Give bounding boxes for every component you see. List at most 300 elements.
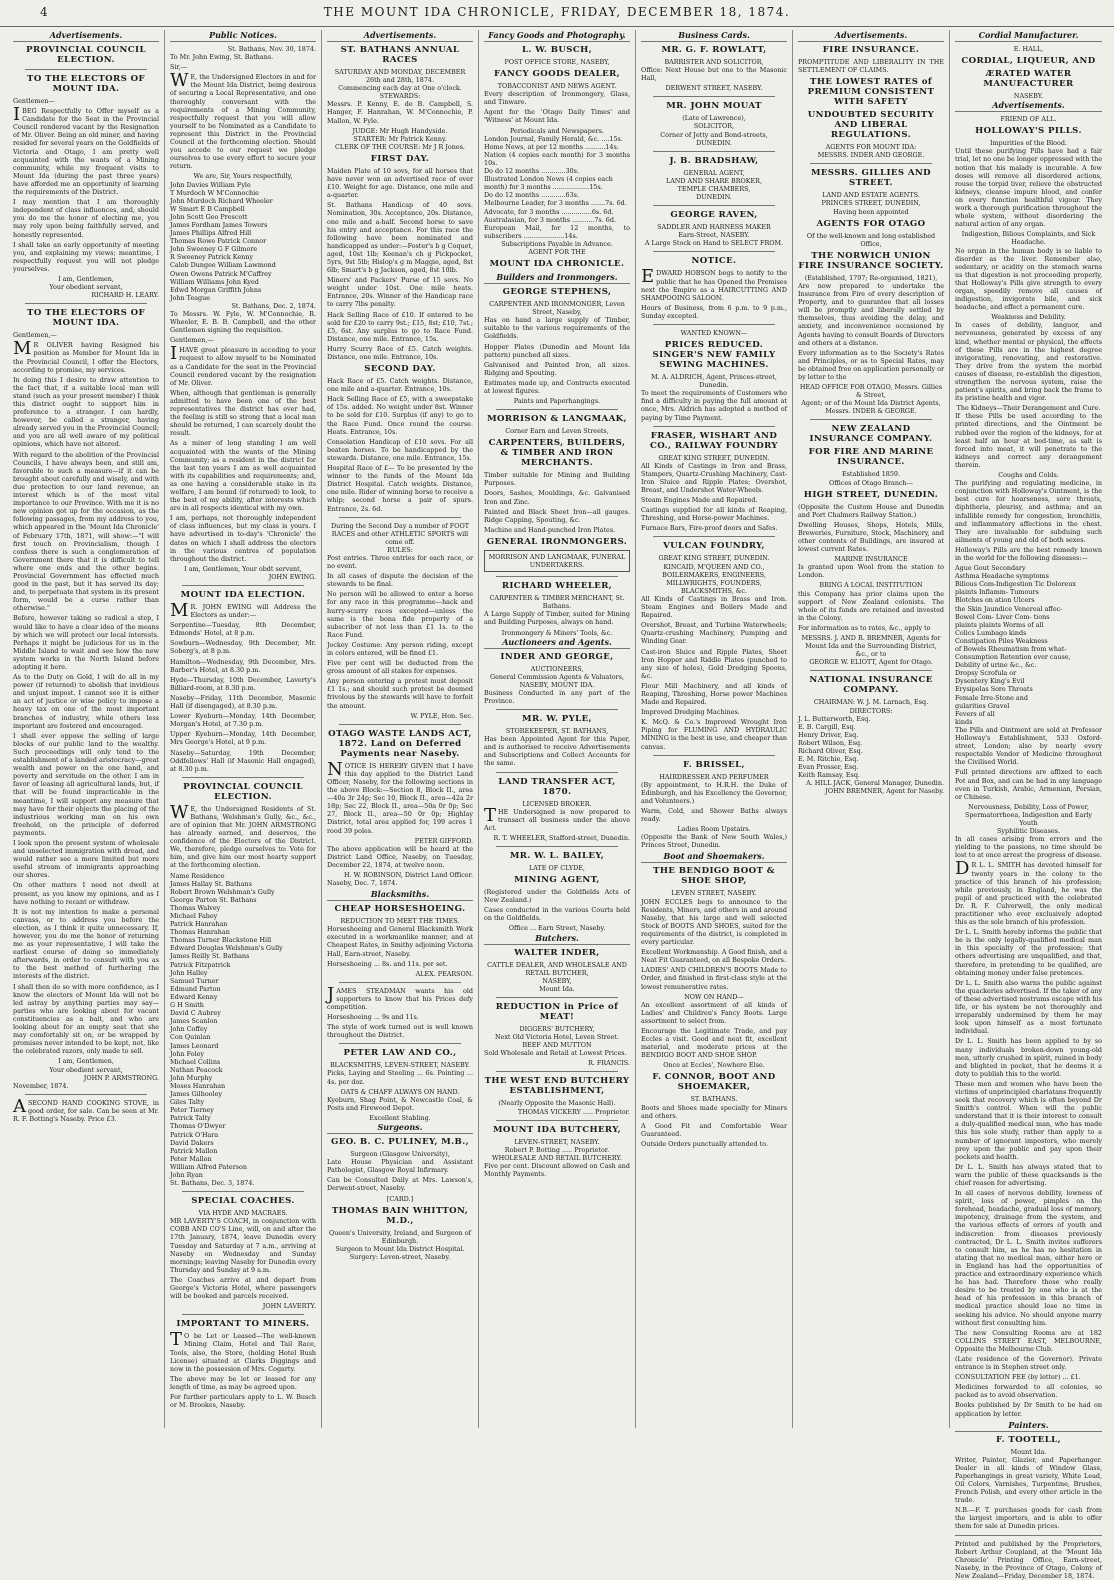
ad-text: N.B.—F. T. purchases goods for cash from the largest importers, and is able to offer them for sale at Dunedin prices. bbox=[955, 1506, 1102, 1531]
ad-text: The Pills and Ointment are sold at Professor Holloway's Establishment, 533 Oxford-street, London; also by nearly every respectable Vendor of Medicine throughout the Civilised World. bbox=[955, 725, 1102, 767]
column-divider-rule bbox=[339, 1043, 461, 1044]
ad-centered-line: CARPENTER AND IRONMONGER, Leven Street, Naseby, bbox=[489, 300, 625, 317]
ad-text: The above application will be heard at the District Land Office, Naseby, on Tuesday, December 22, 1874, at twelve noon. bbox=[327, 844, 473, 869]
ad-centered-line: NOW ON HAND— bbox=[684, 992, 744, 1001]
ad-centered-line: LATE OF CLYDE, bbox=[529, 864, 585, 872]
ad-text: These men and women who have been the victims of unprincipled charlatans frequently seek that recovery which is often beyond Dr Smith's control. When will the public understand that it is their interest to consult a duly-qualified medical man, who has made this his sole study, rather than apply to a number of ignorant impostors, who merely prey upon the public and pay upon their pockets and health. bbox=[955, 1079, 1102, 1161]
ad-text: Cast-iron Sluice and Ripple Plates, Sheet Iron Hopper and Riddle Plates (punched to any size of holes), Gold Dredging Spoons, &c. bbox=[641, 647, 787, 680]
ad-signature: THOMAS VICKERY ..... Proprietor. bbox=[517, 1107, 630, 1116]
ad-text: I look upon the present system of wholesale and unselected immigration with dread, and would rather see a more limited but more useful stream of immigrants approaching our shores. bbox=[13, 838, 159, 880]
ad-centered-line: During the Second Day a number of FOOT RACES and other ATHLETIC SPORTS will come off. bbox=[331, 521, 469, 546]
ad-heading: LAND TRANSFER ACT, 1870. bbox=[498, 776, 616, 797]
ad-centered-line: Agent; or of the Mount Ida District Agents, Messrs. INDER & GEORGE. bbox=[801, 399, 941, 416]
column-divider-rule bbox=[653, 536, 775, 537]
ad-heading: SECOND DAY. bbox=[364, 364, 436, 375]
ad-text: Gentlemen,— bbox=[13, 331, 57, 340]
ad-text: As a miner of long standing I am well acquainted with the wants of the Mining Community; as a resident in the district for the last ten years I am as well acquainted with its capabilities and requirements; and, as one having a considerable stake in its welfare, I am bound (if returned) to look, to the best of my ability, after interests which are in all respects identical with my own. bbox=[170, 439, 316, 513]
ad-centered-line: Ladies Room Upstairs. bbox=[677, 825, 751, 834]
ad-centered-line: RULES: bbox=[387, 545, 413, 554]
ad-centered-line: Periodicals and Newspapers. bbox=[510, 126, 604, 135]
ad-centered-line: LEVEN-STREET, NASEBY. bbox=[514, 1137, 600, 1146]
ad-centered-line: NASEBY, bbox=[542, 976, 572, 985]
ad-centered-line: GENERAL AGENT, bbox=[683, 168, 745, 177]
column-divider-rule bbox=[182, 777, 304, 778]
ad-signature: A. HILL JACK, General Manager, Dunedin. bbox=[806, 779, 944, 788]
column-divider-rule bbox=[25, 1094, 147, 1095]
ad-centered-line: Offices of Otago Branch— bbox=[828, 478, 914, 487]
ad-centered-line: DUNEDIN. bbox=[696, 193, 732, 202]
ad-text: For further particulars apply to L. W. Busch or M. Brookes, Naseby. bbox=[170, 1392, 316, 1410]
page-number: 4 bbox=[40, 5, 48, 19]
column-7 bbox=[950, 30, 1107, 1580]
ad-text: (Registered under the Goldfields Acts of New Zealand.) bbox=[484, 888, 630, 905]
ad-text: Horseshoeing ... 8s. and 11s. per set. bbox=[327, 959, 448, 968]
ad-text: Warm, Cold, and Shower Baths always ready. bbox=[641, 807, 787, 824]
ad-centered-line: General Commission Agents & Valuators, NASEBY, MOUNT IDA. bbox=[489, 672, 624, 689]
ad-text: I shall ever oppose the selling of large blocks of our public land to the wealthy. Such proceedings will only tend to the establishment of a landed aristocracy—great wealth and power on the one hand, and poverty and servitude on the other. I am in favor of leasing all agricultural lands, but, if that will be found impracticable in the meantime, I will support any measure that may have for their objects the placing of the industrious working man on his own freehold, on the principle of deferred payments. bbox=[13, 731, 159, 837]
ad-centered-line: E. HALL, bbox=[1013, 45, 1044, 53]
ad-heading: L. W. BUSCH, bbox=[521, 45, 593, 55]
ad-heading: THE LOWEST RATES of PREMIUM CONSISTENT WITH SAFETY bbox=[807, 77, 935, 108]
ad-centered-line: BOILERMAKERS, ENGINEERS, MILLWRIGHTS, FOUNDERS, BLACKSMITHS, &c. bbox=[662, 570, 766, 595]
column-divider-rule bbox=[339, 517, 461, 518]
ad-text: Castings supplied for all kinds of Reaping, Threshing, and Horse-power Machines. bbox=[641, 506, 787, 523]
ad-centered-line: DIGGERS' BUTCHERY, bbox=[519, 1024, 595, 1033]
ad-heading: CHEAP HORSESHOEING. bbox=[334, 904, 466, 915]
ad-text: Any person entering a protest must deposit £1 1s.; and should such protest be deemed frivolous by the stewards will have to forfeit the amount. bbox=[327, 677, 473, 710]
ad-centered-line: BLACKSMITHS, LEVEN-STREET, NASEBY. bbox=[329, 1061, 471, 1070]
section-heading: Surgeons. bbox=[327, 1122, 473, 1134]
ad-text: K. McQ. & Co.'s Improved Wrought Iron Piping for FLUMING AND HYDRAULIC MINING is the best in use, and cheaper than canvas. bbox=[641, 718, 787, 751]
ad-heading: THOMAS BAIN WHITTON, M.D., bbox=[331, 1205, 469, 1226]
column-divider-rule bbox=[653, 251, 775, 252]
ad-text: Full printed directions are affixed to each Pot and Box, and can be had in any language even in Turkish, Arabic, Armenian, Persian, or Chinese. bbox=[955, 768, 1102, 801]
ad-list: J. L. Butterworth, Esq. E. B. Cargill, Esq. Henry Driver, Esq. Robert Wilson, Esq. Richard Oliver, Esq. E. M. Ritchie, Esq. Evan Prosser, Esq. Keith Ramsay, Esq. bbox=[798, 714, 871, 780]
ad-centered-line: HAIRDRESSER AND PERFUMER bbox=[659, 772, 769, 781]
column-divider-rule bbox=[653, 426, 775, 427]
column-4 bbox=[479, 30, 636, 1428]
column-divider-rule bbox=[182, 1314, 304, 1315]
ad-heading: THE BENDIGO BOOT & SHOE SHOP, bbox=[653, 866, 775, 887]
ad-centered-line: CATTLE DEALER, AND WHOLESALE AND RETAIL BUTCHER, bbox=[487, 960, 627, 977]
ad-signature: St. Bathans, Nov. 30, 1874. bbox=[227, 45, 316, 53]
ad-centered-line: Mount Ida. bbox=[539, 984, 575, 993]
ad-centered-line: GREAT KING STREET, DUNEDIN. bbox=[658, 453, 770, 462]
column-divider-rule bbox=[810, 163, 932, 164]
ad-heading: MORRISON & LANGMAAK, bbox=[487, 414, 627, 425]
ad-text: LADIES' AND CHILDREN'S BOOTS Made to Order, and finished in first-class style at the lowest remunerative rates. bbox=[641, 966, 787, 991]
ad-centered-line: [CARD.] bbox=[386, 1194, 414, 1203]
ad-text: With regard to the abolition of the Provincial Councils, I have always been, and still am, favorable to such a measure—if it can be brought about carefully and wisely, and with due protection to our land revenue, an interest which is of the most vital importance to our Province. With me it is no new opinion got up for the occasion, as the following passages, from my address to you, which appeared in the 'Mount Ida Chronicle' of February 17th, 1871, will show:—"I will first touch on Provincialism, though I confess there is such a conglomeration of Government there that it is difficult to tell where one ends and the other begins. Provincial Government has effected much good in the past, but it has served its day; and, to perpetuate that system in its present form, would be a curse rather than otherwise." bbox=[13, 450, 159, 613]
column-divider-rule bbox=[496, 772, 618, 773]
ad-centered-line: Excellent Stabling. bbox=[369, 1113, 431, 1122]
ad-text: The Coaches arrive at and depart from George's Victoria Hotel, where passengers will be booked and parcels received. bbox=[170, 1275, 316, 1301]
ad-heading: J. B. BRADSHAW, bbox=[669, 155, 759, 166]
ad-text: To Messrs. W. Fyle, W. M'Connochie, R. Wheeler, E. B. B. Campbell, and the other Gentlemen signing the requisition. bbox=[170, 310, 316, 335]
ad-centered-line: (Established, 1797; Re-organised, 1821), bbox=[804, 273, 938, 282]
ad-text: Sold Wholesale and Retail at Lowest Prices. bbox=[484, 1049, 627, 1058]
ad-heading: HOLLOWAY'S PILLS. bbox=[975, 126, 1082, 137]
ad-text: Printed and published by the Proprietors, Robert Arthur Coupland, at the 'Mount Ida Chronicle' Printing Office, Earn-street, Naseby, in the Province of Otago, Colony of New Zealand—Friday, December 18, 1874. bbox=[955, 1539, 1102, 1580]
ad-text: Dr L. L. Smith also warns the public against the quackeries advertised. If the taker of any of these advertised nostrums escape with his life, or his system be not thoroughly and irreparably undermined by them he may look upon himself as a most fortunate individual. bbox=[955, 978, 1102, 1036]
ad-text: (By appointment, to H.R.H. the Duke of Edinburgh, and his Excellency the Governor, and Volunteers.) bbox=[641, 780, 787, 805]
ad-text: When, although that gentleman is generally admitted to have been one of the best representatives the district has ever had, the feeling is still so strong that a local man should be returned, I can scarcely doubt the result. bbox=[170, 388, 316, 438]
ad-centered-line: I am, Gentlemen, bbox=[58, 1057, 114, 1066]
ad-centered-line: LEVEN STREET, NASEBY. bbox=[671, 889, 757, 898]
ad-signature: W. PYLE, Hon. Sec. bbox=[410, 711, 473, 720]
ad-centered-line: The Kidneys—Their Derangement and Cure. bbox=[956, 404, 1101, 413]
ad-text: PROMPTITUDE AND LIBERALITY IN THE SETTLEMENT OF CLAIMS. bbox=[798, 58, 944, 75]
ad-centered-line: Corner Earn and Leven Streets, bbox=[505, 427, 609, 436]
ad-centered-line: JUDGE: Mr Hugh Handyside. bbox=[352, 126, 448, 135]
ad-text: I am, perhaps, not thoroughly independent of class influences, but my class is yours. I have advertised in to-day's 'Chronicle' the dates on which I shall address the electors in the various centres of population throughout the district. bbox=[170, 514, 316, 563]
ad-signature: JOHN P. ARMSTRONG. bbox=[83, 1073, 159, 1082]
ad-lead-paragraph: JAMES STEADMAN wants his old supporters to know that his Prices defy competition. bbox=[327, 983, 473, 1011]
ad-centered-line: SADDLER AND HARNESS MAKER bbox=[657, 223, 771, 232]
ad-signature: St. Bathans, Dec. 2, 1874. bbox=[231, 301, 316, 310]
ad-centered-line: DERWENT STREET, NASEBY. bbox=[665, 84, 763, 93]
ad-text: Hyde—Thursday, 10th December, Laverty's Billiard-room, at 8.30 p.m. bbox=[170, 675, 316, 692]
ad-list: John Davies William Fyle T Murdoch W M'Connochie John Murdoch Richard Wheeler W Smart E B Campbell John Scott Geo Prescott James Fordham James Towers James Phillips Alfred Hill Thomas Rowe Patrick Connor John Sweeney G F Gilmore R Sweeney Patrick Kenny Caleb Dungee William Lawmond Owen Owens Patrick M'Caffrey William Williams John Kyed Edwd Morgan Griffith Johns John Teague bbox=[170, 180, 276, 302]
ad-centered-line: Having been appointed bbox=[833, 207, 909, 216]
column-divider-rule bbox=[25, 303, 147, 304]
ad-centered-line: Indigestion, Bilious Complaints, and Sick Headache. bbox=[961, 230, 1096, 247]
ad-text: Hours of Business, from 6 p.m. to 9 p.m., Sunday excepted. bbox=[641, 303, 787, 320]
ad-text: Five per cent. Discount allowed on Cash and Monthly Payments. bbox=[484, 1161, 630, 1178]
ad-heading: THE WEST END BUTCHERY ESTABLISHMENT, bbox=[484, 1076, 630, 1097]
ad-text: Every description of Ironmongery, Glass, and Tinware. bbox=[484, 90, 630, 107]
column-3 bbox=[322, 30, 479, 1428]
ad-centered-line: LAND AND SHARE BROKER, bbox=[665, 176, 763, 185]
ad-heading: RICHARD WHEELER, bbox=[501, 581, 613, 592]
ad-text: Flour Mill Machinery, and all kinds of Reaping, Threshing, Horse power Machines Made and Repaired. bbox=[641, 681, 787, 707]
ad-text: The style of work turned out is well known throughout the District. bbox=[327, 1023, 473, 1040]
ad-centered-line: (Nearly Opposite the Masonic Hall). bbox=[498, 1099, 616, 1108]
column-divider-rule bbox=[955, 1535, 1102, 1536]
ad-text: In doing this I desire to draw attention to the fact that, if a suitable local man will stand (such as your present member) I think this district ought to support him in preference to a stranger. I can hardly, however, be called a stranger, having already served you in the Provincial Council; and you are all well aware of my political opinions, which have not altered. bbox=[13, 375, 159, 449]
ad-centered-line: Coughs and Colds. bbox=[998, 471, 1059, 480]
ad-text: Painted and Black Sheet Iron—all gauges. Ridge Capping, Spouting, &c. bbox=[484, 507, 630, 524]
ad-text: Sir,— bbox=[170, 63, 188, 72]
ad-text: St. Bathans Handicap of 40 sovs. Nomination, 30s. Acceptance, 20s. Distance, one mile and a-half. Second horse to save his entry and acceptance. For this race the following have been nominated and handicapped as under:—Foster's b g Coquet, aged, 10st 1lb; Keenan's ch g Pickpocket, 5yrs, 9st 5lb; Hislop's g m Maggie, aged, 8st 6lb; Smart's b g Jackson, aged, 8st 10lb. bbox=[327, 201, 473, 275]
ad-centered-line: We are, Sir, Yours respectfully, bbox=[193, 172, 293, 181]
column-heading: Advertisements. bbox=[798, 30, 944, 42]
ad-signature: PETER GIFFORD. bbox=[414, 836, 473, 845]
ad-centered-line: Robert P. Botting ..... Proprietor. bbox=[504, 1145, 610, 1154]
ad-heading: TO THE ELECTORS OF MOUNT IDA. bbox=[27, 74, 145, 94]
ad-text: As to the Duty on Gold, I will do all in my power (if returned) to abolish that invidious and unjust impost. I cannot see it is either an act of justice or wise policy to impose a heavy tax on one of the most important branches of industry, while others less important are fostered and encouraged. bbox=[13, 673, 159, 730]
ad-centered-line: CLERK OF THE COURSE: Mr J R Jones. bbox=[335, 142, 465, 151]
ad-centered-line: Your obedient servant, bbox=[49, 283, 123, 292]
ad-heading: MOUNT IDA CHRONICLE. bbox=[489, 259, 625, 270]
ad-heading: GEORGE STEPHENS, bbox=[502, 287, 612, 298]
ad-heading: ÆRATED WATER MANUFACTURER bbox=[983, 69, 1074, 90]
ad-text: Upper Kyeburn—Monday, 14th December, Mrs George's Hotel, at 9 p.m. bbox=[170, 730, 316, 747]
ad-heading: AGENTS FOR OTAGO bbox=[816, 218, 926, 229]
ad-text: Naseby—Friday, 11th December, Masonic Hall (if disengaged), at 8.30 p.m. bbox=[170, 693, 316, 711]
ad-centered-line: MESSRS. J. AND R. BREMNER, Agents for Mount Ida and the Surrounding District, &c., or to bbox=[801, 634, 941, 659]
column-divider-rule bbox=[496, 709, 618, 710]
ad-text: Boots and Shoes made specially for Miners and others. bbox=[641, 1103, 787, 1120]
ad-heading: FIRE INSURANCE. bbox=[822, 45, 920, 55]
ad-text: (Opposite the Bank of New South Wales,) Princes Street, Dunedin. bbox=[641, 833, 787, 850]
ad-heading: MR. G. F. ROWLATT, bbox=[661, 45, 767, 55]
ad-heading: UNDOUBTED SECURITY AND LIBERAL REGULATIONS. bbox=[807, 110, 935, 141]
ad-centered-line: TEMPLE CHAMBERS, bbox=[677, 184, 751, 193]
ad-signature: JOHN EWING. bbox=[268, 572, 316, 581]
ad-heading: PROVINCIAL COUNCIL ELECTION. bbox=[26, 45, 146, 65]
section-heading: Painters. bbox=[955, 1420, 1102, 1432]
column-divider-rule bbox=[496, 1071, 618, 1072]
ad-text: Every information as to the Society's Rates and Principles, or as to Special Rates, may be obtained free on application personally or by letter to the bbox=[798, 348, 944, 381]
ad-text: It is not my intention to make a personal canvass, or to address you before the election, as I think it quite unnecessary. If, however, you do me the honor of returning me as your representative, I will take the earliest course of doing so immediately afterwards, in order to consult with you as to the best method of furthering the interests of the district. bbox=[13, 907, 159, 981]
ad-heading: THE NORWICH UNION FIRE INSURANCE SOCIETY. bbox=[798, 250, 944, 271]
column-heading: Advertisements. bbox=[13, 30, 159, 42]
ad-text: this Company has prior claims upon the support of New Zealand colonists. The whole of its funds are retained and invested in the Colony. bbox=[798, 589, 944, 622]
section-heading: Auctioneers and Agents. bbox=[484, 637, 630, 649]
ad-heading: HIGH STREET, DUNEDIN. bbox=[803, 489, 939, 500]
ad-text: No organ in the human body is so liable to disorder as the liver. Remember also, sedentary, or acidity on the stomach warns us that digestion is not proceeding properly, that Holloway's Pills give strength to every organ, speedily remove all causes of indigestion, invigorate bile, and sick headache, and effect a permanent cure. bbox=[955, 246, 1102, 312]
ad-heading: F. BRISSEL, bbox=[683, 759, 745, 770]
ad-text: Kyeburn, Shag Point, & Newcastle Coal, & Posts and Firewood Depot. bbox=[327, 1095, 473, 1112]
ad-centered-line: FRIEND OF ALL. bbox=[1000, 115, 1057, 124]
ad-heading: MINING AGENT, bbox=[514, 875, 600, 886]
ad-text: An excellent assortment of all kinds of Ladies' and Children's Fancy Boots. Large assortment to select from. bbox=[641, 1000, 787, 1025]
ad-text: Estimates made up, and Contracts executed at lowest figures. bbox=[484, 378, 630, 395]
column-divider-rule bbox=[810, 419, 932, 420]
ad-heading: F. CONNOR, BOOT AND SHOEMAKER, bbox=[652, 1072, 776, 1093]
ad-text: I shall take an early opportunity of meeting you, and explaining my views; meantime, I respectfully request you will not pledge yourselves. bbox=[13, 240, 159, 273]
section-heading: Builders and Ironmongers. bbox=[484, 272, 630, 284]
ad-centered-line: Mount Ida. bbox=[1010, 1447, 1047, 1456]
ad-text: All Kinds of Castings in Brass and Iron. Steam Engines and Boilers Made and Repaired. bbox=[641, 594, 787, 620]
ad-centered-line: LICENSED BROKER. bbox=[522, 799, 592, 808]
ad-text: The above may be let or leased for any length of time, as may be agreed upon. bbox=[170, 1374, 316, 1391]
ad-heading: F. TOOTELL, bbox=[995, 1434, 1061, 1445]
ad-text: To Mr. John Ewing, St. Bathans. bbox=[170, 53, 274, 62]
ad-signature: H. W. ROBINSON, District Land Officer. bbox=[343, 870, 473, 879]
ad-heading: VULCAN FOUNDRY, bbox=[663, 541, 765, 552]
ad-signature: R. FRANCIS. bbox=[588, 1059, 630, 1068]
ad-heading: FIRST DAY. bbox=[370, 153, 430, 164]
ad-lead-paragraph: DR L. L. SMITH has devoted himself for twenty years in the colony to the practice of this branch of his profession; while previously, in England, he was the pupil of and practiced with the celebrated Dr. R. F. Culverwell, the only medical practitioner who ever exclusively adopted this as the sole branch of his profession. bbox=[955, 858, 1102, 927]
ad-centered-line: GREAT KING STREET, DUNEDIN. bbox=[658, 554, 770, 563]
ad-lead-paragraph: MR. JOHN EWING will Address the Electors as under:— bbox=[170, 600, 316, 621]
ad-text: In all cases of nervous debility, lowness of spirit, loss of power, pimples on the forehead, headache, gradual loss of memory, impotency, drainage from the system, and the various effects of errors of youth and indiscretion from diseases previously contracted, Dr L. L. Smith invites sufferers to consult him, as he has no hesitation in stating that no medical man, either here or in England has had the opportunities of practice and extraordinary experience which he has had. Therefore those who really desire to be treated by one who is at the head of his profession in this branch of medical practice should lose no time in seeking his advice. No should anyone marry without first consulting him. bbox=[955, 1189, 1102, 1327]
ad-text: The new Consulting Rooms are at 182 COLLINS STREET EAST, MELBOURNE, Opposite the Melbourne Club. bbox=[955, 1328, 1102, 1353]
ad-heading: MESSRS. GILLIES AND STREET. bbox=[810, 168, 932, 189]
ad-signature: JOHN BREMNER, Agent for Naseby. bbox=[825, 787, 944, 796]
ad-centered-line: A Large Stock on Hand to SELECT FROM. bbox=[644, 239, 784, 248]
ad-heading: SPECIAL COACHES. bbox=[191, 1196, 295, 1207]
ad-lead-paragraph: IBEG Respectfully to Offer myself as a Candidate for the Seat in the Provincial Council rendered vacant by the Resignation of Mr. Oliver. Being an old miner, and having resided for several years on the Goldfields of Victoria and Otago, I am pretty well acquainted with the wants of a Mining community, while my frequent visits to Mount Ida (during the past three years) have afforded me an opportunity of learning the requirements of the District. bbox=[13, 104, 159, 197]
ad-text: Miners' and Packers' Purse of 15 sovs. No weight under 10st. One mile heats. Entrance, 20s. Winner of the Handicap race to carry 7lbs penalty. bbox=[327, 276, 473, 309]
ad-text: CONSULTATION FEE (by letter) ... £1. bbox=[955, 1373, 1081, 1382]
ad-centered-line: (Late of Lawrence), bbox=[682, 114, 746, 123]
ad-centered-line: DIRECTORS: bbox=[849, 706, 893, 715]
ad-text: I shall then do so with more confidence, as I know the electors of Mount Ida will not be led astray by anything parties may say—parties who are looking about for vacant constituencies as a bait, and who are looking about for an empty seat that she may comfortably sit on, or be wrapped by promises never intended to be kept, not, like the celebrated razors, only made to sell. bbox=[13, 982, 159, 1056]
ad-text: All Kinds of Castings in Iron and Brass, Stampers, Quartz-Crushing Machinery, Cast-Iron Sluice and Ripple Plates; Overshot, Breast, and Undershot Water-Wheels. bbox=[641, 461, 787, 494]
column-divider-rule bbox=[496, 576, 618, 577]
ad-centered-line: BEEF AND MUTTON bbox=[522, 1041, 592, 1050]
ad-centered-line: Earn-Street, NASEBY. bbox=[678, 231, 750, 240]
ad-text: Before, however taking so radical a step, I would like to have a clear idea of the means by which we will protect our local interests. Perhaps it might be judicious for us in the Middle Island to wait and see how the new system works in the North Island before adopting it here. bbox=[13, 614, 159, 671]
ad-text: Consolation Handicap of £10 sovs. For all beaten horses. To be handicapped by the stewards. Distance, one mile. Entrance, 15s. bbox=[327, 437, 473, 462]
ad-text: Hopper Plates (Dunedin and Mount Ida pattern) punched all sizes. bbox=[484, 342, 630, 359]
ad-heading: ST. BATHANS ANNUAL RACES bbox=[340, 45, 460, 65]
ad-text: On other matters I need not dwell at present, as you know my opinions, and as I have nothing to recant or withdraw. bbox=[13, 881, 159, 906]
ad-text: Hamilton—Wednesday, 9th December, Mrs. Barber's Hotel, at 8.30 p.m. bbox=[170, 657, 316, 674]
ad-centered-line: AUCTIONEERS, bbox=[530, 664, 584, 673]
ad-text: Late House Physician and Assistant Pathologist, Glasgow Royal Infirmary. bbox=[327, 1158, 473, 1175]
ad-centered-line: Surgeon (Glasgow University), bbox=[350, 1150, 450, 1159]
ad-text: Overshot, Breast, and Turbine Waterwheels; Quartz-crushing Machinery, Pumping and Winding Gear. bbox=[641, 621, 787, 646]
column-heading: Public Notices. bbox=[170, 30, 316, 42]
ad-heading: CORDIAL, LIQUEUR, AND bbox=[961, 56, 1096, 67]
ad-text: Hospital Race of £— To be presented by the winner to the funds of the Mount Ida District Hospital. Catch weights. Distance, one mile. Rider of winning horse to receive a whip; second horse a pair of spurs. Entrance, 2s. 6d. bbox=[327, 464, 473, 513]
ad-text: Jockey Costume: Any person riding, except in colors entered, will be fined £1. bbox=[327, 640, 473, 657]
column-heading: Cordial Manufacturer. bbox=[955, 30, 1102, 42]
ad-centered-line: WANTED KNOWN— bbox=[680, 328, 748, 337]
ad-centered-line: Weakness and Debility. bbox=[991, 313, 1066, 322]
ad-text: I may mention that I am thoroughly independent of class influences, and, should you do me the honor of electing me, you may rely upon being faithfully served, and honestly represented. bbox=[13, 198, 159, 239]
ad-centered-line: Once at Eccles', Nowhere Else. bbox=[663, 1061, 765, 1070]
ad-centered-line: Office ... Earn Street, Naseby. bbox=[508, 924, 606, 933]
column-divider-rule bbox=[653, 151, 775, 152]
ad-heading: OTAGO WASTE LANDS ACT, 1872. Land on Deferred Payments near Naseby. bbox=[328, 728, 472, 759]
ad-text: Cases conducted in the various Courts held on the Goldfields. bbox=[484, 906, 630, 923]
ad-heading: NOTICE. bbox=[691, 256, 737, 267]
ad-centered-line: VIA HYDE AND MACRAES. bbox=[198, 1209, 288, 1218]
page-columns bbox=[8, 30, 1108, 1580]
ad-centered-line: SOLICITOR, bbox=[693, 122, 735, 131]
ad-text: Are now prepared to undertake the Insurance from Fire of every description of Property, and to guarantee that all losses will be promptly and liberally settled by themselves, thus avoiding the delay, and anxiety, and inconvenience occasioned by Agents having to consult Boards of Directors and others at a distance. bbox=[798, 281, 944, 347]
ad-heading: INDER AND GEORGE, bbox=[500, 651, 614, 662]
ad-centered-line: POST OFFICE STORE, NASEBY, bbox=[504, 58, 610, 66]
ad-text: No person will be allowed to enter a horse for any race in this programme—hack and hurry-scurry races excepted—unless the same is the bona fide property of a subscriber of not less than £1 1s. to the Race Fund. bbox=[327, 590, 473, 639]
section-heading: Blacksmiths. bbox=[327, 889, 473, 901]
ad-centered-line: Nervousness, Debility, Loss of Power, Spermatorrhoea, Indigestion and Early Youth bbox=[964, 802, 1093, 827]
ad-text: Dwelling Houses, Shops, Hotels, Mills, Breweries, Furniture, Stock, Machinery, and other contents of Buildings, are insured at lowest current Rates. bbox=[798, 520, 944, 554]
ad-heading: GEO. B. C. PULINEY, M.B., bbox=[331, 1137, 469, 1148]
ad-text: For information as to rates, &c., apply to bbox=[798, 623, 931, 632]
ad-text: In all cases of dispute the decision of the stewards to be final. bbox=[327, 572, 473, 589]
ad-text: Lower Kyeburn—Monday, 14th December, Morgan's Hotel, at 7.30 p.m. bbox=[170, 712, 316, 729]
ad-text: Has been Appointed Agent for this Paper, and is authorised to receive Advertisements and Subscriptions and Collect Accounts for the same. bbox=[484, 735, 630, 768]
ad-centered-line: Paints and Paperhangings. bbox=[513, 397, 601, 406]
ad-text: If these Pills be used according to the printed directions, and the Ointment be rubbed over the region of the kidneys, for at least half an hour at bed-time, as salt is forced into meat, it will penetrate to the kidneys and correct any derangement therein. bbox=[955, 412, 1102, 469]
section-heading: Butchers. bbox=[484, 933, 630, 945]
ad-centered-line: STEWARDS: bbox=[379, 92, 421, 101]
ad-centered-line: I am, Gentlemen, bbox=[58, 274, 114, 283]
ad-centered-line: Commencing each day at One o'clock. bbox=[338, 84, 462, 93]
ad-text: Hack Selling Race of £5, with a sweepstake of 15s. added. No weight under 8st. Winner to be sold for £10. Surplus (if any) to go to the Race Fund. Once round the course. Heats. Entrance, 10s. bbox=[327, 395, 473, 436]
ad-text: Picks, Laying and Steeling ... 6s. Pointing ... 4s. per doz. bbox=[327, 1069, 473, 1086]
column-divider-rule bbox=[653, 96, 775, 97]
ad-heading: GENERAL IRONMONGERS. bbox=[486, 536, 628, 547]
ad-lead-paragraph: WE, the Undersigned Electors in and for the Mount Ida District, being desirous of securing a Local Representative, and one thoroughly conversant with the requirements of a Mining Community, respectfully request that you will allow yourself to be Nominated as a Candidate to represent this District in the Provincial Council at the forthcoming election. Should you accede to our request we pledge ourselves to use every effort to secure your return. bbox=[170, 70, 316, 171]
ad-centered-line: I am, Gentlemen, Your obdt servant, bbox=[184, 564, 302, 573]
column-divider-rule bbox=[810, 670, 932, 671]
ad-text: Horseshoeing and General Blacksmith Work executed in a workmanlike manner, and at Cheapest Rates, in Smithy adjoining Victoria Hall, Earn-street, Naseby. bbox=[327, 925, 473, 958]
ad-lead-paragraph: TO be Let or Leased—The well-known Mining Claim, Hotel and Tail Race, Tools, also, the Store, (holding Hotel Bush License) situated at Clarks Diggings and now in the possession of Mrs. Cogarty. bbox=[170, 1329, 316, 1373]
ad-centered-line: ST. BATHANS. bbox=[690, 1095, 738, 1104]
ad-text: Messrs. P. Kenny, E. de B. Campbell, S. Hanger, F. Hanrahan, W. M'Connochie, P. Mallon, W. Fyle. bbox=[327, 100, 473, 125]
ad-lead-paragraph: WE, the Undersigned Residents of St. Bathans, Welshman's Gully, &c., &c., are of opinion that Mr. JOHN ARMSTRONG has already earned, and deserves, the confidence of the Electors of the District. We, therefore, pledge ourselves to: Vote for him, and give him our most hearty support at the forthcoming election. bbox=[170, 801, 316, 870]
ad-text: Hurry Scurry Race of £5. Catch weights. Distance, one mile. Entrance, 10s. bbox=[327, 344, 473, 361]
ad-centered-line: LAND AND ESTATE AGENTS. bbox=[822, 191, 920, 200]
ad-text: Serpentine—Tuesday, 8th December, Edmonds' Hotel, at 8 p.m. bbox=[170, 621, 316, 638]
ad-centered-line: Next Old Victoria Hotel, Leven Street. bbox=[494, 1033, 620, 1042]
ad-heading: WALTER INDER, bbox=[514, 947, 600, 958]
column-heading: Business Cards. bbox=[641, 30, 787, 42]
ad-heading: CARPENTERS, BUILDERS, & TIMBER AND IRON MERCHANTS. bbox=[488, 438, 626, 469]
ad-text: Galvanised and Painted Iron, all sizes. Ridging and Spouting. bbox=[484, 360, 630, 377]
ad-text: Agent for the 'Otago Daily Times' and 'Witness' at Mount Ida. bbox=[484, 108, 630, 125]
ad-centered-line: Corner of Jetty and Bond-streets, bbox=[660, 130, 768, 139]
ad-boxed-notice: MORRISON AND LANGMAAK, FUNERAL UNDERTAKERS. bbox=[484, 550, 630, 572]
ad-heading: PROVINCIAL COUNCIL ELECTION. bbox=[183, 781, 303, 802]
ad-centered-line: GEORGE W. ELIOTT, Agent for Otago. bbox=[809, 658, 933, 667]
ad-centered-line: TOBACCONIST AND NEWS AGENT. bbox=[497, 82, 617, 91]
ad-centered-line: HEAD OFFICE FOR OTAGO, Messrs. Gillies & Street, bbox=[799, 383, 943, 400]
ad-heading: FANCY GOODS DEALER, bbox=[493, 69, 621, 80]
ad-text: Maiden Plate of 10 sovs, for all horses that have never won an advertised race of over £10. Weight for age. Distance, one mile and a-quarter. bbox=[327, 166, 473, 200]
column-heading: Advertisements. bbox=[327, 30, 473, 42]
column-divider-rule bbox=[653, 755, 775, 756]
ad-text: Outside Orders punctually attended to. bbox=[641, 1139, 768, 1148]
column-divider-rule bbox=[339, 982, 461, 983]
ad-centered-line: REDUCTION TO MEET THE TIMES. bbox=[340, 917, 460, 926]
ad-heading: PETER LAW AND CO., bbox=[343, 1048, 457, 1059]
ad-centered-line: STARTER: Mr Patrick Kenny. bbox=[353, 134, 447, 143]
column-divider-rule bbox=[339, 724, 461, 725]
ad-centered-line: Your obedient servant, bbox=[49, 1065, 123, 1074]
ad-heading: MR. JOHN MOUAT bbox=[666, 101, 762, 112]
ad-heading: REDUCTION in Price of MEAT! bbox=[495, 1001, 619, 1022]
masthead bbox=[0, 0, 1114, 27]
ad-text: Excellent Workmanship. A Good finish, and a Neat Fit Guaranteed, on all Bespoke Orders. bbox=[641, 948, 788, 965]
column-5 bbox=[636, 30, 793, 1428]
ad-text: Naseby—Saturday, 19th December, Oddfellows' Hall (if Masonic Hall engaged), at 8.30 p.m. bbox=[170, 748, 316, 773]
ad-centered-line: KINCAID, M'QUEEN AND CO., bbox=[663, 562, 765, 571]
ad-text: Is granted upon Wool from the station to London. bbox=[798, 563, 944, 580]
ad-centered-line: BRING A LOCAL INSTITUTION bbox=[819, 581, 923, 590]
ad-text: Five per cent will be deducted from the gross amount of all stakes for expenses. bbox=[327, 659, 473, 676]
ad-heading: NEW ZEALAND INSURANCE COMPANY. bbox=[809, 424, 933, 445]
ad-centered-line: Queen's University, Ireland, and Surgeon of Edinburgh. bbox=[329, 1228, 471, 1245]
ad-centered-line: PRINCES STREET, DUNEDIN, bbox=[821, 199, 921, 208]
ad-lead-paragraph: IHAVE great pleasure in acceding to your request to allow myself to be Nominated as a Candidate for the seat in the Provincial Council rendered vacant by the resignation of Mr. Oliver. bbox=[170, 343, 316, 387]
ad-heading: GEORGE RAVEN, bbox=[670, 210, 758, 221]
ad-text: Furnace Bars, Fire-proof doors and Safes. bbox=[641, 524, 778, 533]
ad-signature: RICHARD H. LEARY. bbox=[91, 291, 159, 300]
ad-signature: R. T. WHEELER, Stafford-street, Dunedin. bbox=[493, 833, 630, 842]
ad-centered-line: Syphilitic Diseases. bbox=[997, 827, 1060, 836]
ad-text: A Large Supply of Timber, suited for Mining and Building Purposes, always on hand. bbox=[484, 610, 630, 627]
column-6 bbox=[793, 30, 950, 1428]
ad-text: In cases of debility, languor, and nervousness, generated by excess of any kind, whether mental or physical, the effects of these Pills are in the highest degree invigorating, renovating, and restorative. They drive from the system the morbid causes of disease, re-establish the digestion, strengthen the nervous system, raise the patient's spirits, and bring back the frame to its pristine health and vigor. bbox=[955, 321, 1102, 403]
section-heading: Advertisements. bbox=[955, 100, 1102, 112]
ad-text: Hack Selling Race of £10. If entered to be sold for £20 to carry 9st.; £15, 8st; £10, 7st.; £5, 6st. Any surplus to go to Race Fund. Distance, one mile. Entrance, 15s. bbox=[327, 310, 473, 343]
column-divider-rule bbox=[25, 69, 147, 70]
ad-centered-line: AGENT FOR THE bbox=[528, 247, 586, 256]
ad-centered-line: Surgeon to Mount Ida District Hospital. bbox=[335, 1244, 465, 1253]
ad-text: Gentlemen,— bbox=[170, 336, 214, 345]
column-heading: Fancy Goods and Photography. bbox=[484, 30, 630, 42]
ad-text: (Late residence of the Governor). Private entrance is in Stephen street only. bbox=[955, 1354, 1102, 1372]
ad-heading: MR. W. PYLE, bbox=[522, 714, 592, 725]
